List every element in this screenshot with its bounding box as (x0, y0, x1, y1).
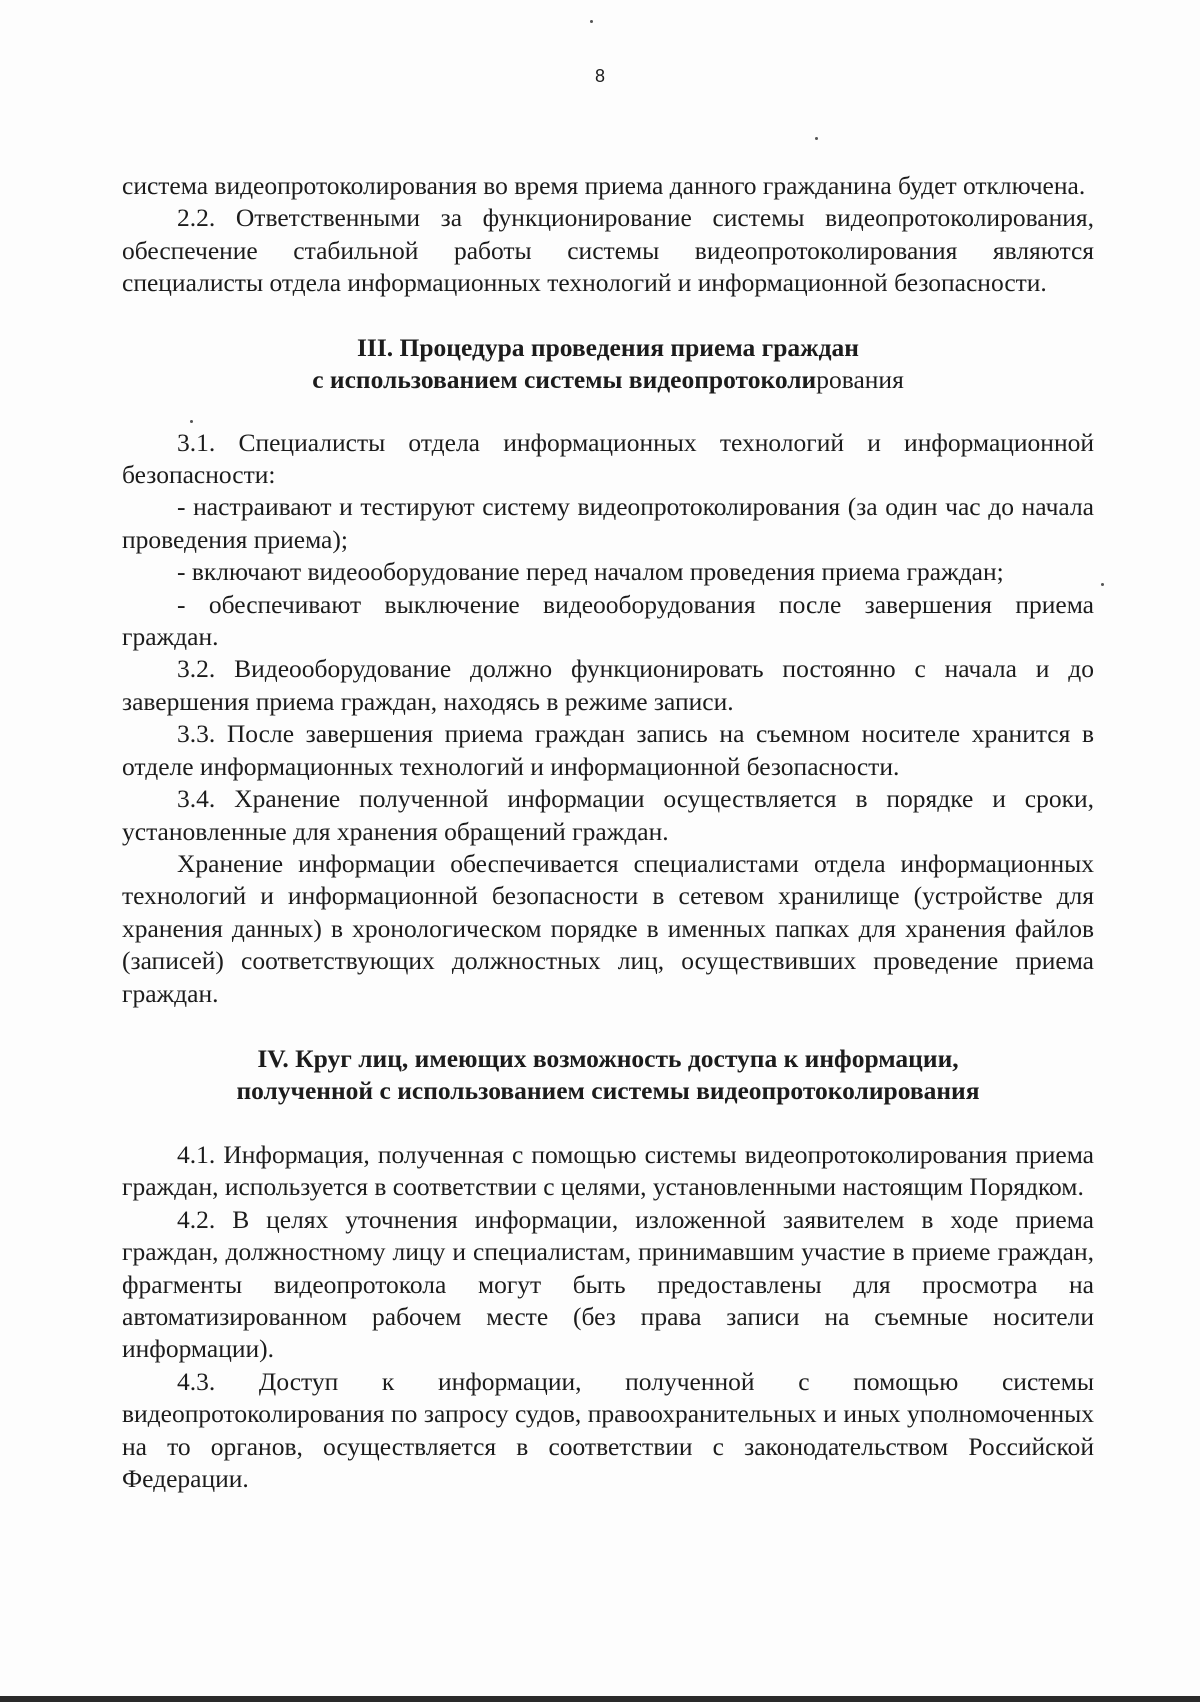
list-item: - обеспечивают выключение видеооборудования после завершения приема граждан. (122, 589, 1094, 652)
section-heading-line: III. Процедура проведения приема граждан (357, 332, 859, 362)
section-heading-line (122, 364, 1094, 397)
scan-speck (590, 20, 593, 23)
paragraph: 4.3. Доступ к информации, полученной с помощью системы видеопротоколирования по запросу судов, правоохранительных и иных уполномоченных на то органов, осуществляется в соответствии с законодательством Российской Федерации. (122, 1366, 1094, 1493)
section-heading-line: IV. Круг лиц, имеющих возможность доступа к информации, (257, 1043, 959, 1073)
paragraph: 4.2. В целях уточнения информации, изложенной заявителем в ходе приема граждан, должностному лицу и специалистам, принимавшим участие в приеме граждан, фрагменты видеопротокола могут быть предоставлены для просмотра на автоматизированном рабочем месте (без права записи на съемные носители информации). (122, 1204, 1094, 1364)
paragraph: Хранение информации обеспечивается специалистами отдела информационных технологий и информационной безопасности в сетевом хранилище (устройстве для хранения данных) в хронологическом порядке в именных папках для хранения файлов (записей) соответствующих должностных лиц, осуществивших проведение приема граждан. (122, 848, 1094, 1008)
scan-bottom-edge (0, 1696, 1200, 1702)
paragraph: система видеопротоколирования во время приема данного гражданина будет отключена. (122, 171, 1086, 200)
paragraph: 2.2. Ответственными за функционирование системы видеопротоколирования, обеспечение стабильной работы системы видеопротоколирования являются специалисты отдела информационных технологий и информационной безопасности. (122, 203, 1094, 298)
heading-text-light: рования (816, 365, 904, 395)
scan-speck (1101, 583, 1104, 586)
page-number: 8 (594, 66, 605, 86)
paragraph: 3.4. Хранение полученной информации осуществляется в порядке и сроки, установленные для хранения обращений граждан. (122, 784, 1094, 846)
paragraph: 3.3. После завершения приема граждан запись на съемном носителе хранится в отделе информационных технологий и информационной безопасности. (122, 719, 1094, 781)
list-item: - включают видеооборудование перед началом проведения приема граждан; (177, 557, 1004, 587)
section-heading-4 (122, 1043, 1094, 1108)
list-item: - настраивают и тестируют систему видеопротоколирования (за один час до начала проведения приема); (122, 492, 1094, 554)
heading-text-bold: с использованием системы видеопротоколи (312, 365, 817, 395)
section-heading-line: полученной с использованием системы видеопротоколирования (236, 1076, 980, 1106)
paragraph: 4.1. Информация, полученная с помощью системы видеопротоколирования приема граждан, используется в соответствии с целями, установленными настоящим Порядком. (122, 1139, 1094, 1202)
paragraph: 3.1. Специалисты отдела информационных технологий и информационной безопасности: (122, 427, 1094, 490)
paragraph: 3.2. Видеооборудование должно функционировать постоянно с начала и до завершения приема граждан, находясь в режиме записи. (122, 654, 1094, 716)
scan-speck (815, 137, 818, 140)
section-heading-3 (122, 332, 1094, 397)
document-body (122, 170, 1094, 1495)
